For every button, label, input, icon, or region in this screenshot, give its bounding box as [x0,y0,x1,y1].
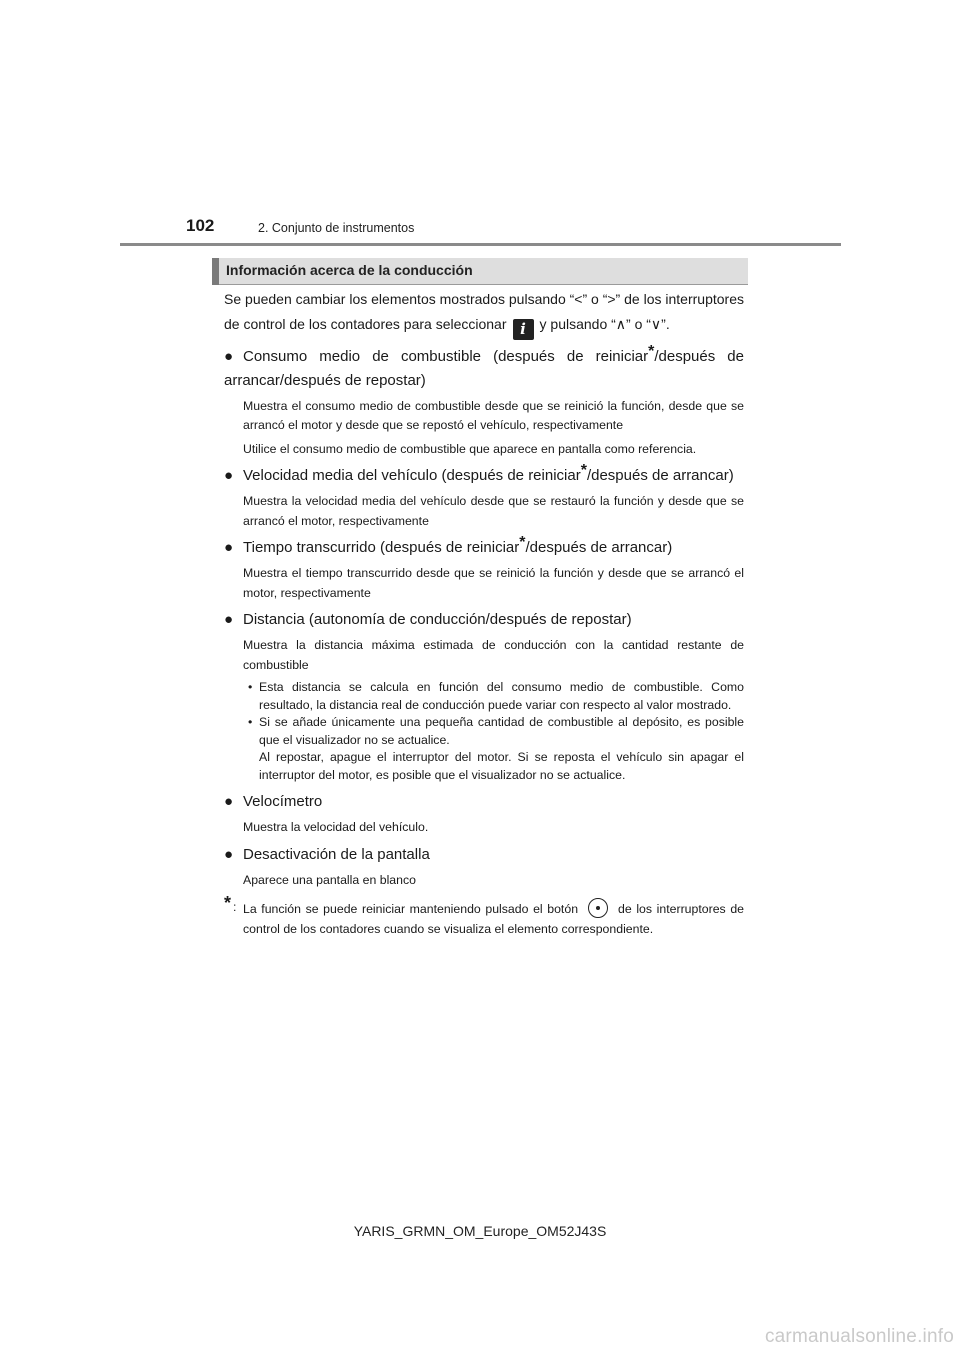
footnote [224,893,744,939]
item-title-a: Consumo medio de combustible (después de reiniciar [243,347,649,365]
footnote-text-2: de los interruptores de control de los contadores cuando se visualiza el elemento correspondiente. [243,902,744,936]
item-title-b: /después de arrancar) [525,539,673,556]
header-rule [120,243,841,246]
item-description: Utilice el consumo medio de combustible que aparece en pantalla como referencia. [243,441,697,456]
bullet-icon: ● [224,793,234,810]
item-title: Velocímetro [243,793,323,810]
page-number: 102 [186,216,215,235]
document-id: YARIS_GRMN_OM_Europe_OM52J43S [353,1223,607,1239]
item-heading-display-off [224,843,744,867]
intro-text-1: Se pueden cambiar los elementos mostrados pulsando “<” o “>” de los interruptores de control de los contadores para seleccionar [224,291,744,332]
chapter-title: 2. Conjunto de instrumentos [258,221,415,235]
note-item [243,679,744,714]
note-extra-text: Al repostar, apague el interruptor del motor. Si se reposta el vehículo sin apagar el interruptor del motor, es posible que el visualizador no se actualice. [259,750,744,782]
asterisk-mark: * [519,534,526,551]
item-description: Muestra la distancia máxima estimada de conducción con la cantidad restante de combustible [243,638,744,672]
bullet-icon: ● [224,467,234,484]
bullet-icon: ● [224,539,234,556]
note-item [243,714,744,784]
intro-text-2: y pulsando “∧” o “∨”. [539,315,670,332]
bullet-icon: ● [224,845,234,863]
watermark: carmanualsonline.info [764,1326,954,1347]
item-title: Distancia (autonomía de conducción/después de repostar) [243,611,632,628]
item-description: Muestra la velocidad media del vehículo desde que se restauró la función y desde que se arrancó el motor, respectivamente [243,494,744,528]
intro-paragraph [224,287,744,340]
item-description: Muestra el tiempo transcurrido desde que se reinició la función y desde que se arrancó el motor, respectivamente [243,566,744,600]
asterisk-mark: * [648,342,655,360]
item-description: Muestra la velocidad del vehículo. [243,820,429,834]
item-title-a: Tiempo transcurrido (después de reiniciar [243,539,520,556]
note-list [243,679,744,784]
item-title: Desactivación de la pantalla [243,845,430,863]
dot-button-icon [588,898,608,918]
asterisk-mark: * [580,462,587,479]
note-text: Si se añade únicamente una pequeña cantidad de combustible al depósito, es posible que el visualizador no se actualice. [259,715,744,747]
footnote-text-1: La función se puede reiniciar manteniendo pulsado el botón [243,902,579,916]
note-dot: • [248,680,253,694]
item-description: Aparece una pantalla en blanco [243,872,416,887]
item-heading-elapsed-time [224,536,744,560]
item-heading-fuel-consumption [224,342,744,393]
bullet-icon: ● [224,347,234,365]
item-heading-speedometer [224,790,744,814]
section-heading: Información acerca de la conducción [226,262,473,278]
bullet-icon: ● [224,611,234,628]
section-heading-marker [212,258,219,285]
item-title-b: /después de arrancar) [586,467,734,484]
footnote-asterisk: * [224,893,232,913]
item-heading-distance [224,608,744,632]
note-text: Esta distancia se calcula en función del consumo medio de combustible. Como resultado, la distancia real de conducción puede variar con respecto al valor mostrado. [259,680,744,712]
item-description: Muestra el consumo medio de combustible desde que se reinició la función, desde que se arrancó el motor y desde que se repostó el vehículo, respectivamente [243,398,744,432]
info-icon: i [513,319,534,340]
item-heading-average-speed [224,464,744,488]
note-dot: • [248,715,253,729]
item-title-a: Velocidad media del vehículo (después de reiniciar [243,467,581,484]
footnote-colon: : [233,900,237,914]
section-heading-bar [212,258,748,285]
item-title-b: /después de arrancar/después de repostar) [224,347,744,389]
content [224,287,744,939]
